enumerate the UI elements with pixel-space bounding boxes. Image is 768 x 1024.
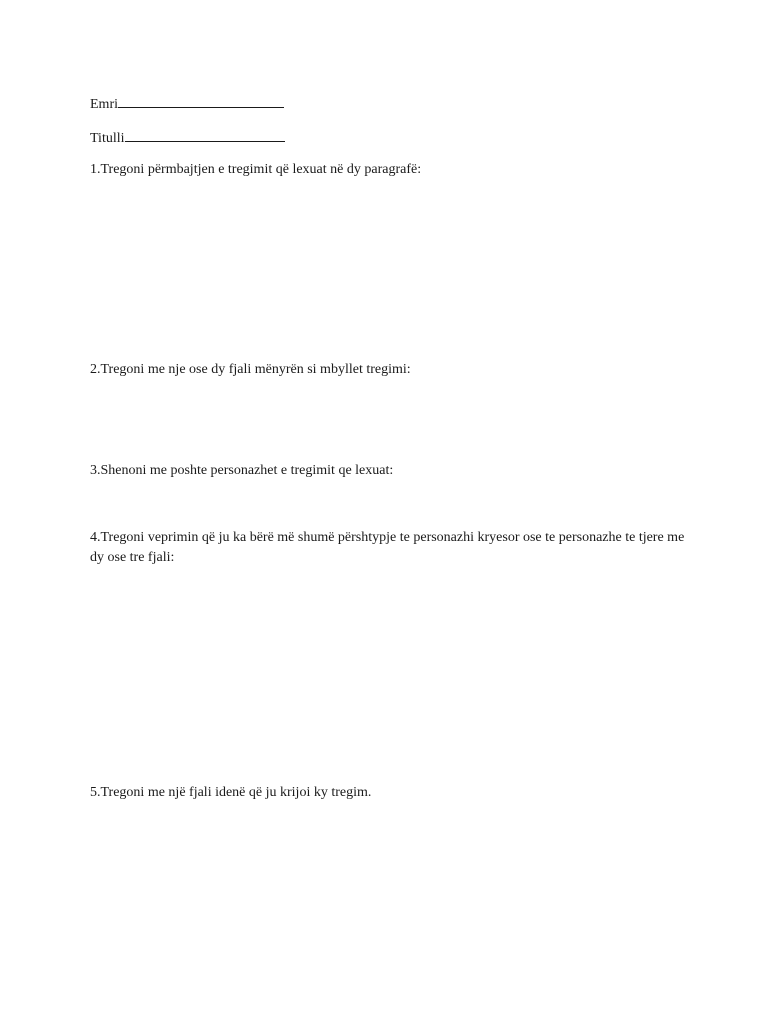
name-label: Emri xyxy=(90,97,118,112)
title-label: Titulli xyxy=(90,131,125,146)
name-field xyxy=(90,93,688,115)
question-2: 2.Tregoni me nje ose dy fjali mënyrën si mbyllet tregimi: xyxy=(90,362,411,377)
question-1: 1.Tregoni përmbajtjen e tregimit që lexuat në dy paragrafë: xyxy=(90,162,422,177)
title-field xyxy=(90,127,688,149)
title-blank-line[interactable] xyxy=(125,127,285,142)
name-blank-line[interactable] xyxy=(118,93,284,108)
question-4: 4.Tregoni veprimin që ju ka bërë më shumë përshtypje te personazhi kryesor ose te personazhe te tjere me dy ose tre fjali: xyxy=(90,530,685,565)
question-3: 3.Shenoni me poshte personazhet e tregimit qe lexuat: xyxy=(90,463,394,478)
question-5: 5.Tregoni me një fjali idenë që ju krijoi ky tregim. xyxy=(90,785,372,800)
